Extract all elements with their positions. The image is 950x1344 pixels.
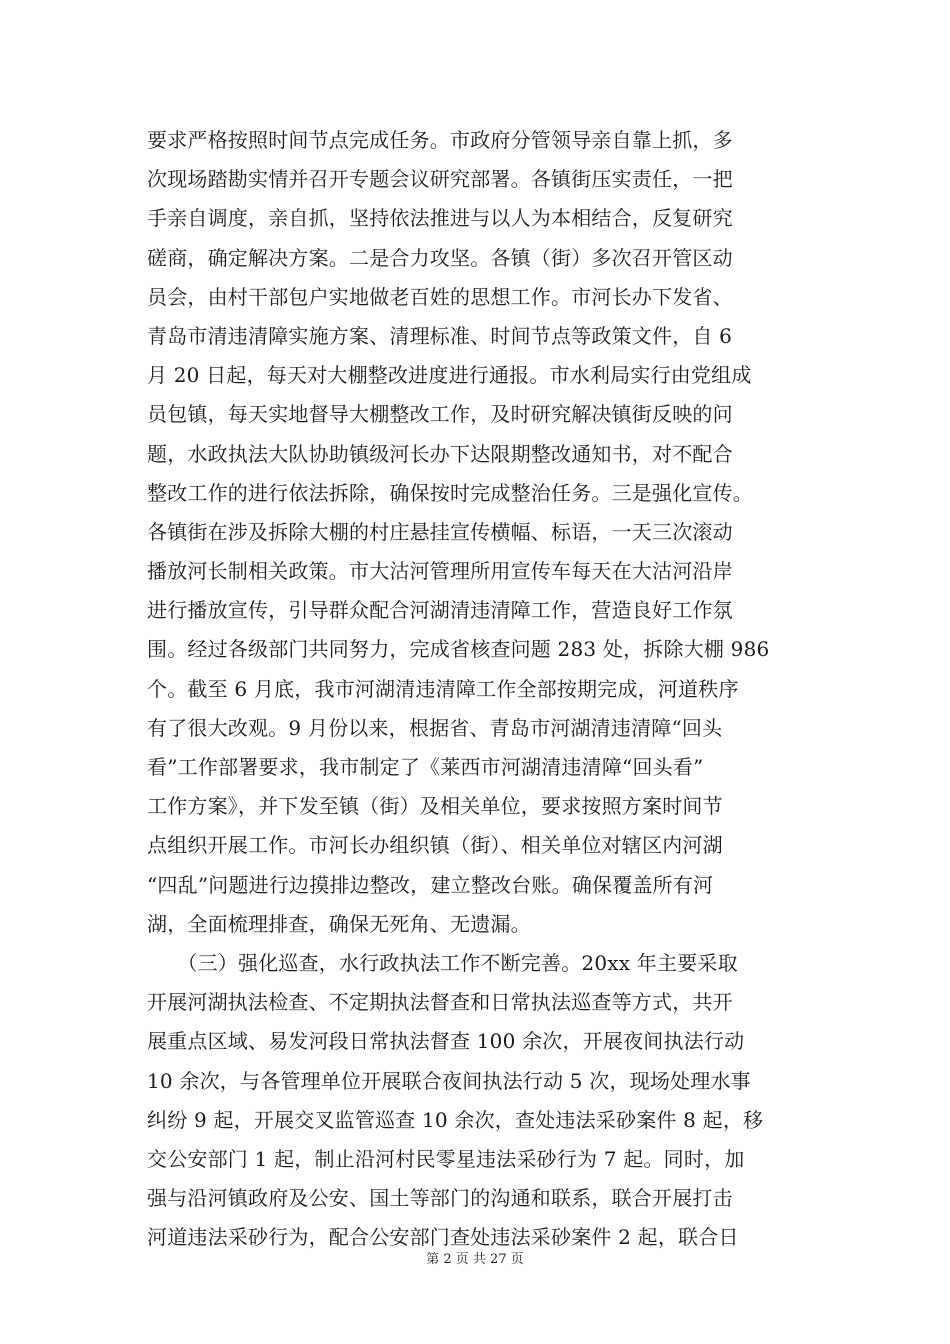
text-line: 各镇街在涉及拆除大棚的村庄悬挂宣传横幅、标语，一天三次滚动 [147,519,733,544]
text-line: 纠纷 9 起，开展交叉监管巡查 10 余次，查处违法采砂案件 8 起，移 [147,1107,764,1132]
text-line: 看”工作部署要求，我市制定了《莱西市河湖清违清障“回头看” [147,755,704,779]
page-number-footer: 第 2 页 共 27 页 [426,1252,524,1267]
text-line: 月 20 日起，每天对大棚整改进度进行通报。市水利局实行由党组成 [147,363,752,388]
text-line: 有了很大改观。9 月份以来，根据省、青岛市河湖清违清障“回头 [147,715,723,740]
text-line: “四乱”问题进行边摸排边整改，建立整改台账。确保覆盖所有河 [147,872,714,897]
text-line: 员会，由村干部包户实地做老百姓的思想工作。市河长办下发省、 [147,284,733,309]
text-line: 工作方案》，并下发至镇（街）及相关单位，要求按照方案时间节 [147,794,723,819]
text-line: 员包镇，每天实地督导大棚整改工作，及时研究解决镇街反映的问 [147,402,733,427]
text-line: 展重点区域、易发河段日常执法督查 100 余次，开展夜间执法行动 [147,1029,745,1054]
text-line: 强与沿河镇政府及公安、国土等部门的沟通和联系，联合开展打击 [147,1186,733,1211]
text-line: 题，水政执法大队协助镇级河长办下达限期整改通知书，对不配合 [147,441,733,466]
text-line: 开展河湖执法检查、不定期执法督查和日常执法巡查等方式，共开 [147,990,733,1015]
text-line: 进行播放宣传，引导群众配合河湖清违清障工作，营造良好工作氛 [147,598,733,623]
text-line: 手亲自调度，亲自抓，坚持依法推进与以人为本相结合，反复研究 [147,206,733,231]
text-line: 点组织开展工作。市河长办组织镇（街）、相关单位对辖区内河湖 [147,833,723,858]
text-line: 湖，全面梳理排查，确保无死角、无遗漏。 [147,911,531,936]
text-line: 要求严格按照时间节点完成任务。市政府分管领导亲自靠上抓，多 [147,128,733,152]
section-heading-line: （三）强化巡查，水行政执法工作不断完善。20xx 年主要采取 [147,950,738,975]
text-line: 10 余次，与各管理单位开展联合夜间执法行动 5 次，现场处理水事 [147,1068,751,1093]
text-line: 整改工作的进行依法拆除，确保按时完成整治任务。三是强化宣传。 [147,480,753,505]
text-line: 围。经过各级部门共同努力，完成省核查问题 283 处，拆除大棚 986 [147,637,770,662]
text-line: 河道违法采砂行为，配合公安部门查处违法采砂案件 2 起，联合日 [147,1225,739,1250]
text-line: 次现场踏勘实情并召开专题会议研究部署。各镇街压实责任，一把 [147,167,733,192]
body-text [147,121,809,1257]
text-line: 磋商，确定解决方案。二是合力攻坚。各镇（街）多次召开管区动 [147,245,733,270]
text-line: 青岛市清违清障实施方案、清理标准、时间节点等政策文件，自 6 [147,323,733,348]
text-line: 个。截至 6 月底，我市河湖清违清障工作全部按期完成，河道秩序 [147,676,739,701]
text-line: 播放河长制相关政策。市大沽河管理所用宣传车每天在大沽河沿岸 [147,559,733,584]
text-line: 交公安部门 1 起，制止沿河村民零星违法采砂行为 7 起。同时，加 [147,1146,745,1171]
